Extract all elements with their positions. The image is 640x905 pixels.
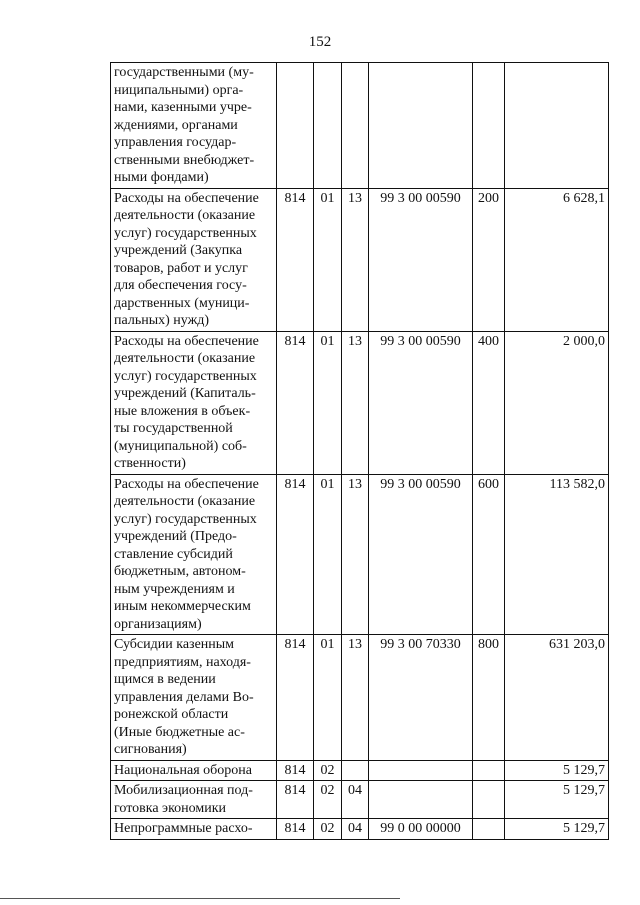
cell-csr [369, 760, 473, 781]
cell-vr [473, 781, 505, 819]
cell-pr: 04 [342, 781, 369, 819]
cell-rz: 01 [314, 635, 342, 761]
cell-vr: 600 [473, 474, 505, 635]
table-row [111, 635, 609, 761]
cell-sum: 5 129,7 [505, 760, 609, 781]
cell-name: Мобилизационная под- готовка экономики [111, 781, 277, 819]
cell-sum: 6 628,1 [505, 188, 609, 331]
cell-csr [369, 63, 473, 189]
cell-rz: 01 [314, 331, 342, 474]
cell-name: Субсидии казенным предприятиям, находя- щимся в ведении управления делами Во- ронежской области (Иные бюджетные ас- сигнования) [111, 635, 277, 761]
table-row [111, 760, 609, 781]
cell-csr: 99 3 00 00590 [369, 474, 473, 635]
cell-rz: 01 [314, 188, 342, 331]
cell-vr: 400 [473, 331, 505, 474]
cell-rz [314, 63, 342, 189]
page-bottom-rule [0, 898, 400, 899]
cell-csr: 99 0 00 00000 [369, 819, 473, 840]
cell-gr: 814 [277, 331, 314, 474]
cell-name: Расходы на обеспечение деятельности (оказание услуг) государственных учреждений (Капиталь- ные вложения в объек- ты государственной (муниципальной) соб- ственности) [111, 331, 277, 474]
cell-csr [369, 781, 473, 819]
cell-pr: 04 [342, 819, 369, 840]
cell-gr [277, 63, 314, 189]
cell-gr: 814 [277, 474, 314, 635]
cell-vr: 800 [473, 635, 505, 761]
cell-name: Расходы на обеспечение деятельности (оказание услуг) государственных учреждений (Предо- ставление субсидий бюджетным, автоном- ным учреждениям и иным некоммерческим организациям) [111, 474, 277, 635]
table-body [111, 63, 609, 840]
table-row [111, 63, 609, 189]
cell-rz: 01 [314, 474, 342, 635]
cell-vr [473, 819, 505, 840]
cell-gr: 814 [277, 781, 314, 819]
cell-csr: 99 3 00 00590 [369, 188, 473, 331]
cell-sum: 631 203,0 [505, 635, 609, 761]
table-row [111, 331, 609, 474]
cell-rz: 02 [314, 781, 342, 819]
cell-name: Расходы на обеспечение деятельности (оказание услуг) государственных учреждений (Закупка товаров, работ и услуг для обеспечения госу- дарственных (муници- пальных) нужд) [111, 188, 277, 331]
cell-sum: 5 129,7 [505, 819, 609, 840]
cell-vr: 200 [473, 188, 505, 331]
cell-sum: 2 000,0 [505, 331, 609, 474]
cell-rz: 02 [314, 819, 342, 840]
cell-sum: 113 582,0 [505, 474, 609, 635]
table-row [111, 781, 609, 819]
cell-name: Непрограммные расхо- [111, 819, 277, 840]
cell-csr: 99 3 00 00590 [369, 331, 473, 474]
cell-name: государственными (му- ниципальными) орга- нами, казенными учре- ждениями, органами управления государ- ственными внебюджет- ными фондами) [111, 63, 277, 189]
table-row [111, 819, 609, 840]
table-row [111, 474, 609, 635]
cell-gr: 814 [277, 188, 314, 331]
budget-table [110, 62, 609, 840]
cell-csr: 99 3 00 70330 [369, 635, 473, 761]
cell-vr [473, 63, 505, 189]
cell-pr: 13 [342, 188, 369, 331]
cell-name: Национальная оборона [111, 760, 277, 781]
cell-gr: 814 [277, 760, 314, 781]
table-row [111, 188, 609, 331]
cell-pr: 13 [342, 331, 369, 474]
cell-pr [342, 63, 369, 189]
cell-sum: 5 129,7 [505, 781, 609, 819]
cell-sum [505, 63, 609, 189]
page-number: 152 [308, 34, 332, 50]
cell-gr: 814 [277, 635, 314, 761]
cell-gr: 814 [277, 819, 314, 840]
cell-pr: 13 [342, 635, 369, 761]
cell-rz: 02 [314, 760, 342, 781]
cell-pr [342, 760, 369, 781]
cell-pr: 13 [342, 474, 369, 635]
cell-vr [473, 760, 505, 781]
